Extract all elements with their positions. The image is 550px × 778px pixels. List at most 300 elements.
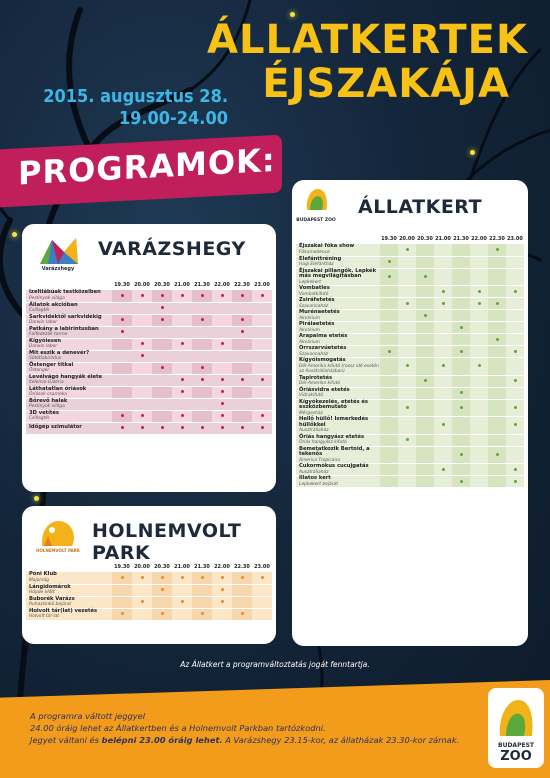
schedule-slot <box>488 434 506 446</box>
schedule-slot <box>232 398 252 410</box>
schedule-slot <box>152 302 172 314</box>
schedule-slot <box>132 302 152 314</box>
program-name: Kígyókezelés, etetés és eszközbemutató <box>299 398 368 410</box>
schedule-slot <box>172 584 192 596</box>
schedule-slot <box>488 334 506 346</box>
program-name: Sarkvidéktől sarkvidékig <box>29 313 102 320</box>
schedule-slot <box>192 410 212 422</box>
program-name: Póni Klub <box>29 571 57 578</box>
schedule-slot <box>380 464 398 476</box>
holnemvolt-schedule <box>26 562 272 621</box>
schedule-slot <box>452 417 470 435</box>
footer-line3-a: Jegyet váltani és <box>30 735 102 745</box>
schedule-slot <box>152 572 172 584</box>
schedule-dot <box>141 600 144 603</box>
schedule-dot <box>460 480 463 483</box>
schedule-slot <box>380 358 398 376</box>
program-location: Darwin labor <box>29 344 58 349</box>
schedule-slot <box>112 584 132 596</box>
schedule-slot <box>152 338 172 350</box>
time-slot-header: 22.30 <box>234 564 250 570</box>
schedule-slot <box>506 358 524 376</box>
schedule-dot <box>221 588 224 591</box>
holnemvolt-card <box>22 506 276 644</box>
schedule-row <box>296 387 524 399</box>
program-cell <box>296 244 380 256</box>
schedule-slot <box>232 572 252 584</box>
schedule-slot <box>488 298 506 310</box>
schedule-slot <box>452 322 470 334</box>
firefly <box>34 496 39 501</box>
zoo-badge-line2: ZOO <box>500 749 532 764</box>
schedule-dot <box>496 248 499 251</box>
schedule-dot <box>221 600 224 603</box>
schedule-slot <box>252 314 272 326</box>
time-slot-header: 19.30 <box>381 236 397 242</box>
time-slot-header: 19.30 <box>114 564 130 570</box>
program-name: Kígyóiesen <box>29 337 62 344</box>
schedule-slot <box>506 298 524 310</box>
schedule-slot <box>470 399 488 417</box>
schedule-dot <box>181 576 184 579</box>
program-cell <box>296 256 380 268</box>
program-cell <box>296 387 380 399</box>
program-name: Lángidomárok <box>29 583 71 590</box>
program-cell <box>26 398 112 410</box>
program-cell <box>26 290 112 302</box>
event-date <box>28 86 228 130</box>
schedule-slot <box>470 256 488 268</box>
schedule-slot <box>506 346 524 358</box>
schedule-dot <box>181 342 184 345</box>
schedule-dot <box>442 468 445 471</box>
schedule-dot <box>478 302 481 305</box>
program-name: Tapirotetés <box>299 374 333 381</box>
schedule-slot <box>452 244 470 256</box>
schedule-dot <box>241 294 244 297</box>
schedule-slot <box>252 386 272 398</box>
program-name: Időgép szimulátor <box>29 424 82 431</box>
schedule-slot <box>470 286 488 298</box>
program-cell <box>296 286 380 298</box>
schedule-slot <box>434 298 452 310</box>
program-cell <box>26 584 112 596</box>
schedule-row <box>26 572 272 584</box>
program-name: Őstenger titkai <box>29 361 74 368</box>
program-cell <box>26 596 112 608</box>
schedule-slot <box>232 608 252 620</box>
schedule-slot <box>192 386 212 398</box>
schedule-slot <box>212 596 232 608</box>
schedule-dot <box>388 260 391 263</box>
schedule-slot <box>152 374 172 386</box>
program-cell <box>296 268 380 286</box>
program-cell <box>26 326 112 338</box>
schedule-slot <box>192 290 212 302</box>
schedule-slot <box>172 326 192 338</box>
schedule-slot <box>232 350 252 362</box>
schedule-slot <box>112 572 132 584</box>
schedule-slot <box>132 572 152 584</box>
program-location: Sötétlabirintus <box>29 356 62 361</box>
time-slot-header: 20.00 <box>134 282 150 288</box>
schedule-dot <box>201 612 204 615</box>
schedule-slot <box>452 476 470 488</box>
schedule-row <box>26 374 272 386</box>
program-name: Bőrevő halak <box>29 397 68 404</box>
budapest-zoo-logo-icon <box>298 184 334 218</box>
schedule-slot <box>506 476 524 488</box>
holnemvolt-title: HOLNEMVOLT PARK <box>92 520 242 564</box>
varazshegy-header <box>22 224 276 280</box>
schedule-dot <box>181 378 184 381</box>
program-location: Majorság <box>29 577 49 583</box>
schedule-slot <box>398 417 416 435</box>
program-cell <box>26 374 112 386</box>
schedule-dot <box>460 350 463 353</box>
program-cell <box>296 375 380 387</box>
schedule-slot <box>132 422 152 434</box>
schedule-slot <box>416 358 434 376</box>
schedule-row <box>296 399 524 417</box>
schedule-dot <box>406 406 409 409</box>
schedule-dot <box>181 390 184 393</box>
schedule-slot <box>488 476 506 488</box>
schedule-slot <box>252 350 272 362</box>
schedule-slot <box>398 334 416 346</box>
program-cell <box>296 358 380 376</box>
schedule-dot <box>460 406 463 409</box>
program-location: Felfedezők terme <box>29 332 68 337</box>
schedule-slot <box>132 584 152 596</box>
time-slot-header: 21.00 <box>435 236 451 242</box>
schedule-slot <box>212 350 232 362</box>
schedule-slot <box>416 464 434 476</box>
schedule-slot <box>506 244 524 256</box>
programs-label: PROGRAMOK: <box>18 140 276 193</box>
schedule-slot <box>434 387 452 399</box>
schedule-row <box>296 334 524 346</box>
program-location: Ruhazsinkó bejárat <box>29 602 72 607</box>
program-cell <box>296 322 380 334</box>
program-cell <box>26 608 112 620</box>
schedule-slot <box>172 350 192 362</box>
schedule-slot <box>488 322 506 334</box>
schedule-row <box>296 256 524 268</box>
program-location: Kelemia Galéria <box>29 380 64 385</box>
schedule-slot <box>152 362 172 374</box>
schedule-dot <box>181 600 184 603</box>
program-name: Óriás hangyász etetés <box>299 433 365 440</box>
schedule-slot <box>380 256 398 268</box>
program-name: Mit eszik a denevér? <box>29 349 90 356</box>
schedule-dot <box>388 275 391 278</box>
schedule-dot <box>121 576 124 579</box>
schedule-slot <box>132 326 152 338</box>
schedule-slot <box>252 338 272 350</box>
schedule-dot <box>201 378 204 381</box>
time-slot-header: 21.00 <box>174 282 190 288</box>
schedule-slot <box>212 314 232 326</box>
schedule-slot <box>252 326 272 338</box>
schedule-slot <box>112 362 132 374</box>
schedule-slot <box>416 434 434 446</box>
schedule-slot <box>506 464 524 476</box>
schedule-dot <box>241 330 244 333</box>
schedule-slot <box>172 374 192 386</box>
schedule-dot <box>161 576 164 579</box>
schedule-slot <box>416 244 434 256</box>
schedule-slot <box>380 387 398 399</box>
schedule-slot <box>152 386 172 398</box>
schedule-slot <box>452 346 470 358</box>
schedule-slot <box>434 286 452 298</box>
schedule-slot <box>252 596 272 608</box>
schedule-slot <box>380 434 398 446</box>
time-slot-header: 20.00 <box>134 564 150 570</box>
schedule-dot <box>161 588 164 591</box>
schedule-dot <box>496 302 499 305</box>
program-location: Akvárium <box>299 327 320 333</box>
program-cell <box>296 417 380 435</box>
schedule-slot <box>470 322 488 334</box>
time-slot-header: 20.00 <box>399 236 415 242</box>
allatkert-schedule <box>296 234 524 488</box>
schedule-slot <box>398 256 416 268</box>
schedule-slot <box>488 387 506 399</box>
schedule-dot <box>388 350 391 353</box>
schedule-slot <box>488 358 506 376</box>
schedule-slot <box>452 298 470 310</box>
schedule-slot <box>212 608 232 620</box>
schedule-slot <box>132 608 152 620</box>
schedule-dot <box>460 326 463 329</box>
program-name: Elefánttréning <box>299 255 342 262</box>
schedule-slot <box>434 476 452 488</box>
program-name: Buborék Varázs <box>29 595 75 602</box>
schedule-slot <box>232 326 252 338</box>
schedule-slot <box>416 256 434 268</box>
schedule-slot <box>452 334 470 346</box>
schedule-slot <box>212 338 232 350</box>
schedule-slot <box>192 314 212 326</box>
schedule-slot <box>172 386 192 398</box>
schedule-slot <box>452 375 470 387</box>
schedule-slot <box>398 244 416 256</box>
schedule-dot <box>201 318 204 321</box>
zoo-badge-line1: BUDAPEST <box>498 742 534 749</box>
schedule-dot <box>141 354 144 357</box>
program-name: Zsiráfetetés <box>299 297 335 303</box>
program-location: Ausztráliaház <box>299 469 329 475</box>
program-name: Izeltlábúak testközelben <box>29 289 101 296</box>
schedule-slot <box>132 410 152 422</box>
budapest-zoo-badge <box>488 688 544 768</box>
schedule-dot <box>514 290 517 293</box>
schedule-slot <box>212 302 232 314</box>
schedule-slot <box>212 374 232 386</box>
schedule-dot <box>261 414 264 417</box>
schedule-dot <box>442 423 445 426</box>
time-slot-header: 22.30 <box>489 236 505 242</box>
schedule-dot <box>478 364 481 367</box>
program-location: Lepkekert bejárat <box>299 481 338 487</box>
schedule-slot <box>192 398 212 410</box>
schedule-slot <box>132 374 152 386</box>
schedule-dot <box>261 294 264 297</box>
program-location: Akvárium <box>299 315 320 321</box>
schedule-dot <box>141 414 144 417</box>
firefly <box>12 232 17 237</box>
schedule-slot <box>416 346 434 358</box>
schedule-slot <box>434 310 452 322</box>
schedule-dot <box>161 612 164 615</box>
schedule-slot <box>112 314 132 326</box>
time-slot-header: 19.30 <box>114 282 130 288</box>
schedule-slot <box>452 387 470 399</box>
schedule-slot <box>152 350 172 362</box>
holnemvolt-header <box>22 506 276 562</box>
program-name: Orrszarvúetetés <box>299 345 347 351</box>
program-cell <box>26 350 112 362</box>
schedule-slot <box>452 286 470 298</box>
schedule-slot <box>212 398 232 410</box>
schedule-slot <box>212 362 232 374</box>
varazshegy-title: VARÁZSHEGY <box>98 238 246 260</box>
schedule-slot <box>212 386 232 398</box>
program-cell <box>26 410 112 422</box>
schedule-slot <box>434 256 452 268</box>
time-slot-header: 20.30 <box>417 236 433 242</box>
time-slot-header: 21.30 <box>453 236 469 242</box>
time-slot-header: 23.00 <box>507 236 523 242</box>
time-slot-header: 22.00 <box>214 282 230 288</box>
schedule-slot <box>452 399 470 417</box>
schedule-slot <box>380 334 398 346</box>
footer-line3 <box>30 734 459 746</box>
schedule-slot <box>152 596 172 608</box>
event-title <box>207 18 528 106</box>
program-location: Pestinyok világa <box>29 295 65 301</box>
schedule-slot <box>232 596 252 608</box>
schedule-slot <box>488 375 506 387</box>
schedule-dot <box>406 364 409 367</box>
schedule-dot <box>514 406 517 409</box>
schedule-row <box>296 446 524 464</box>
schedule-slot <box>380 446 398 464</box>
program-location: Csillagtér <box>29 416 50 421</box>
schedule-row <box>26 398 272 410</box>
program-name: Vombatles <box>299 285 330 291</box>
schedule-dot <box>221 390 224 393</box>
schedule-slot <box>380 322 398 334</box>
schedule-slot <box>470 375 488 387</box>
time-slot-header: 20.30 <box>154 564 170 570</box>
schedule-dot <box>201 426 204 429</box>
schedule-row <box>26 422 272 434</box>
disclaimer-text: Az Állatkert a programváltoztatás jogát fenntartja. <box>180 660 370 669</box>
schedule-slot <box>416 387 434 399</box>
schedule-slot <box>398 476 416 488</box>
schedule-dot <box>121 426 124 429</box>
schedule-slot <box>434 322 452 334</box>
schedule-dot <box>121 318 124 321</box>
schedule-slot <box>112 386 132 398</box>
schedule-slot <box>398 387 416 399</box>
schedule-dot <box>141 426 144 429</box>
schedule-dot <box>261 426 264 429</box>
schedule-dot <box>141 342 144 345</box>
schedule-slot <box>172 596 192 608</box>
schedule-dot <box>406 302 409 305</box>
schedule-slot <box>380 417 398 435</box>
schedule-slot <box>488 417 506 435</box>
schedule-row <box>26 362 272 374</box>
schedule-slot <box>452 268 470 286</box>
schedule-slot <box>112 422 132 434</box>
schedule-slot <box>488 310 506 322</box>
schedule-slot <box>212 326 232 338</box>
schedule-slot <box>398 434 416 446</box>
schedule-slot <box>452 464 470 476</box>
schedule-slot <box>192 422 212 434</box>
schedule-row <box>296 322 524 334</box>
program-location: Mérgesház <box>299 410 323 416</box>
schedule-slot <box>112 410 132 422</box>
schedule-slot <box>252 302 272 314</box>
schedule-slot <box>506 256 524 268</box>
schedule-dot <box>141 576 144 579</box>
schedule-slot <box>434 346 452 358</box>
schedule-slot <box>252 374 272 386</box>
program-name: Levélvágó hangyák élete <box>29 373 103 380</box>
schedule-slot <box>434 375 452 387</box>
schedule-row <box>296 464 524 476</box>
schedule-slot <box>132 350 152 362</box>
schedule-slot <box>506 446 524 464</box>
program-name: Patkány a labirintusban <box>29 325 99 332</box>
schedule-dot <box>424 314 427 317</box>
schedule-slot <box>172 608 192 620</box>
time-slot-header: 21.00 <box>174 564 190 570</box>
schedule-slot <box>380 399 398 417</box>
schedule-slot <box>192 350 212 362</box>
schedule-slot <box>398 464 416 476</box>
schedule-dot <box>201 366 204 369</box>
schedule-slot <box>434 417 452 435</box>
schedule-slot <box>192 572 212 584</box>
schedule-slot <box>192 584 212 596</box>
schedule-slot <box>172 572 192 584</box>
schedule-slot <box>416 334 434 346</box>
schedule-slot <box>380 346 398 358</box>
program-cell <box>296 476 380 488</box>
schedule-slot <box>132 362 152 374</box>
schedule-row <box>296 476 524 488</box>
schedule-slot <box>470 417 488 435</box>
schedule-slot <box>398 268 416 286</box>
program-name: Murénaetetés <box>299 309 340 315</box>
schedule-slot <box>416 310 434 322</box>
schedule-slot <box>112 338 132 350</box>
schedule-slot <box>434 244 452 256</box>
schedule-slot <box>112 350 132 362</box>
schedule-slot <box>172 362 192 374</box>
schedule-slot <box>488 286 506 298</box>
program-location: Őstenger <box>29 368 50 373</box>
schedule-slot <box>416 446 434 464</box>
program-cell <box>26 302 112 314</box>
